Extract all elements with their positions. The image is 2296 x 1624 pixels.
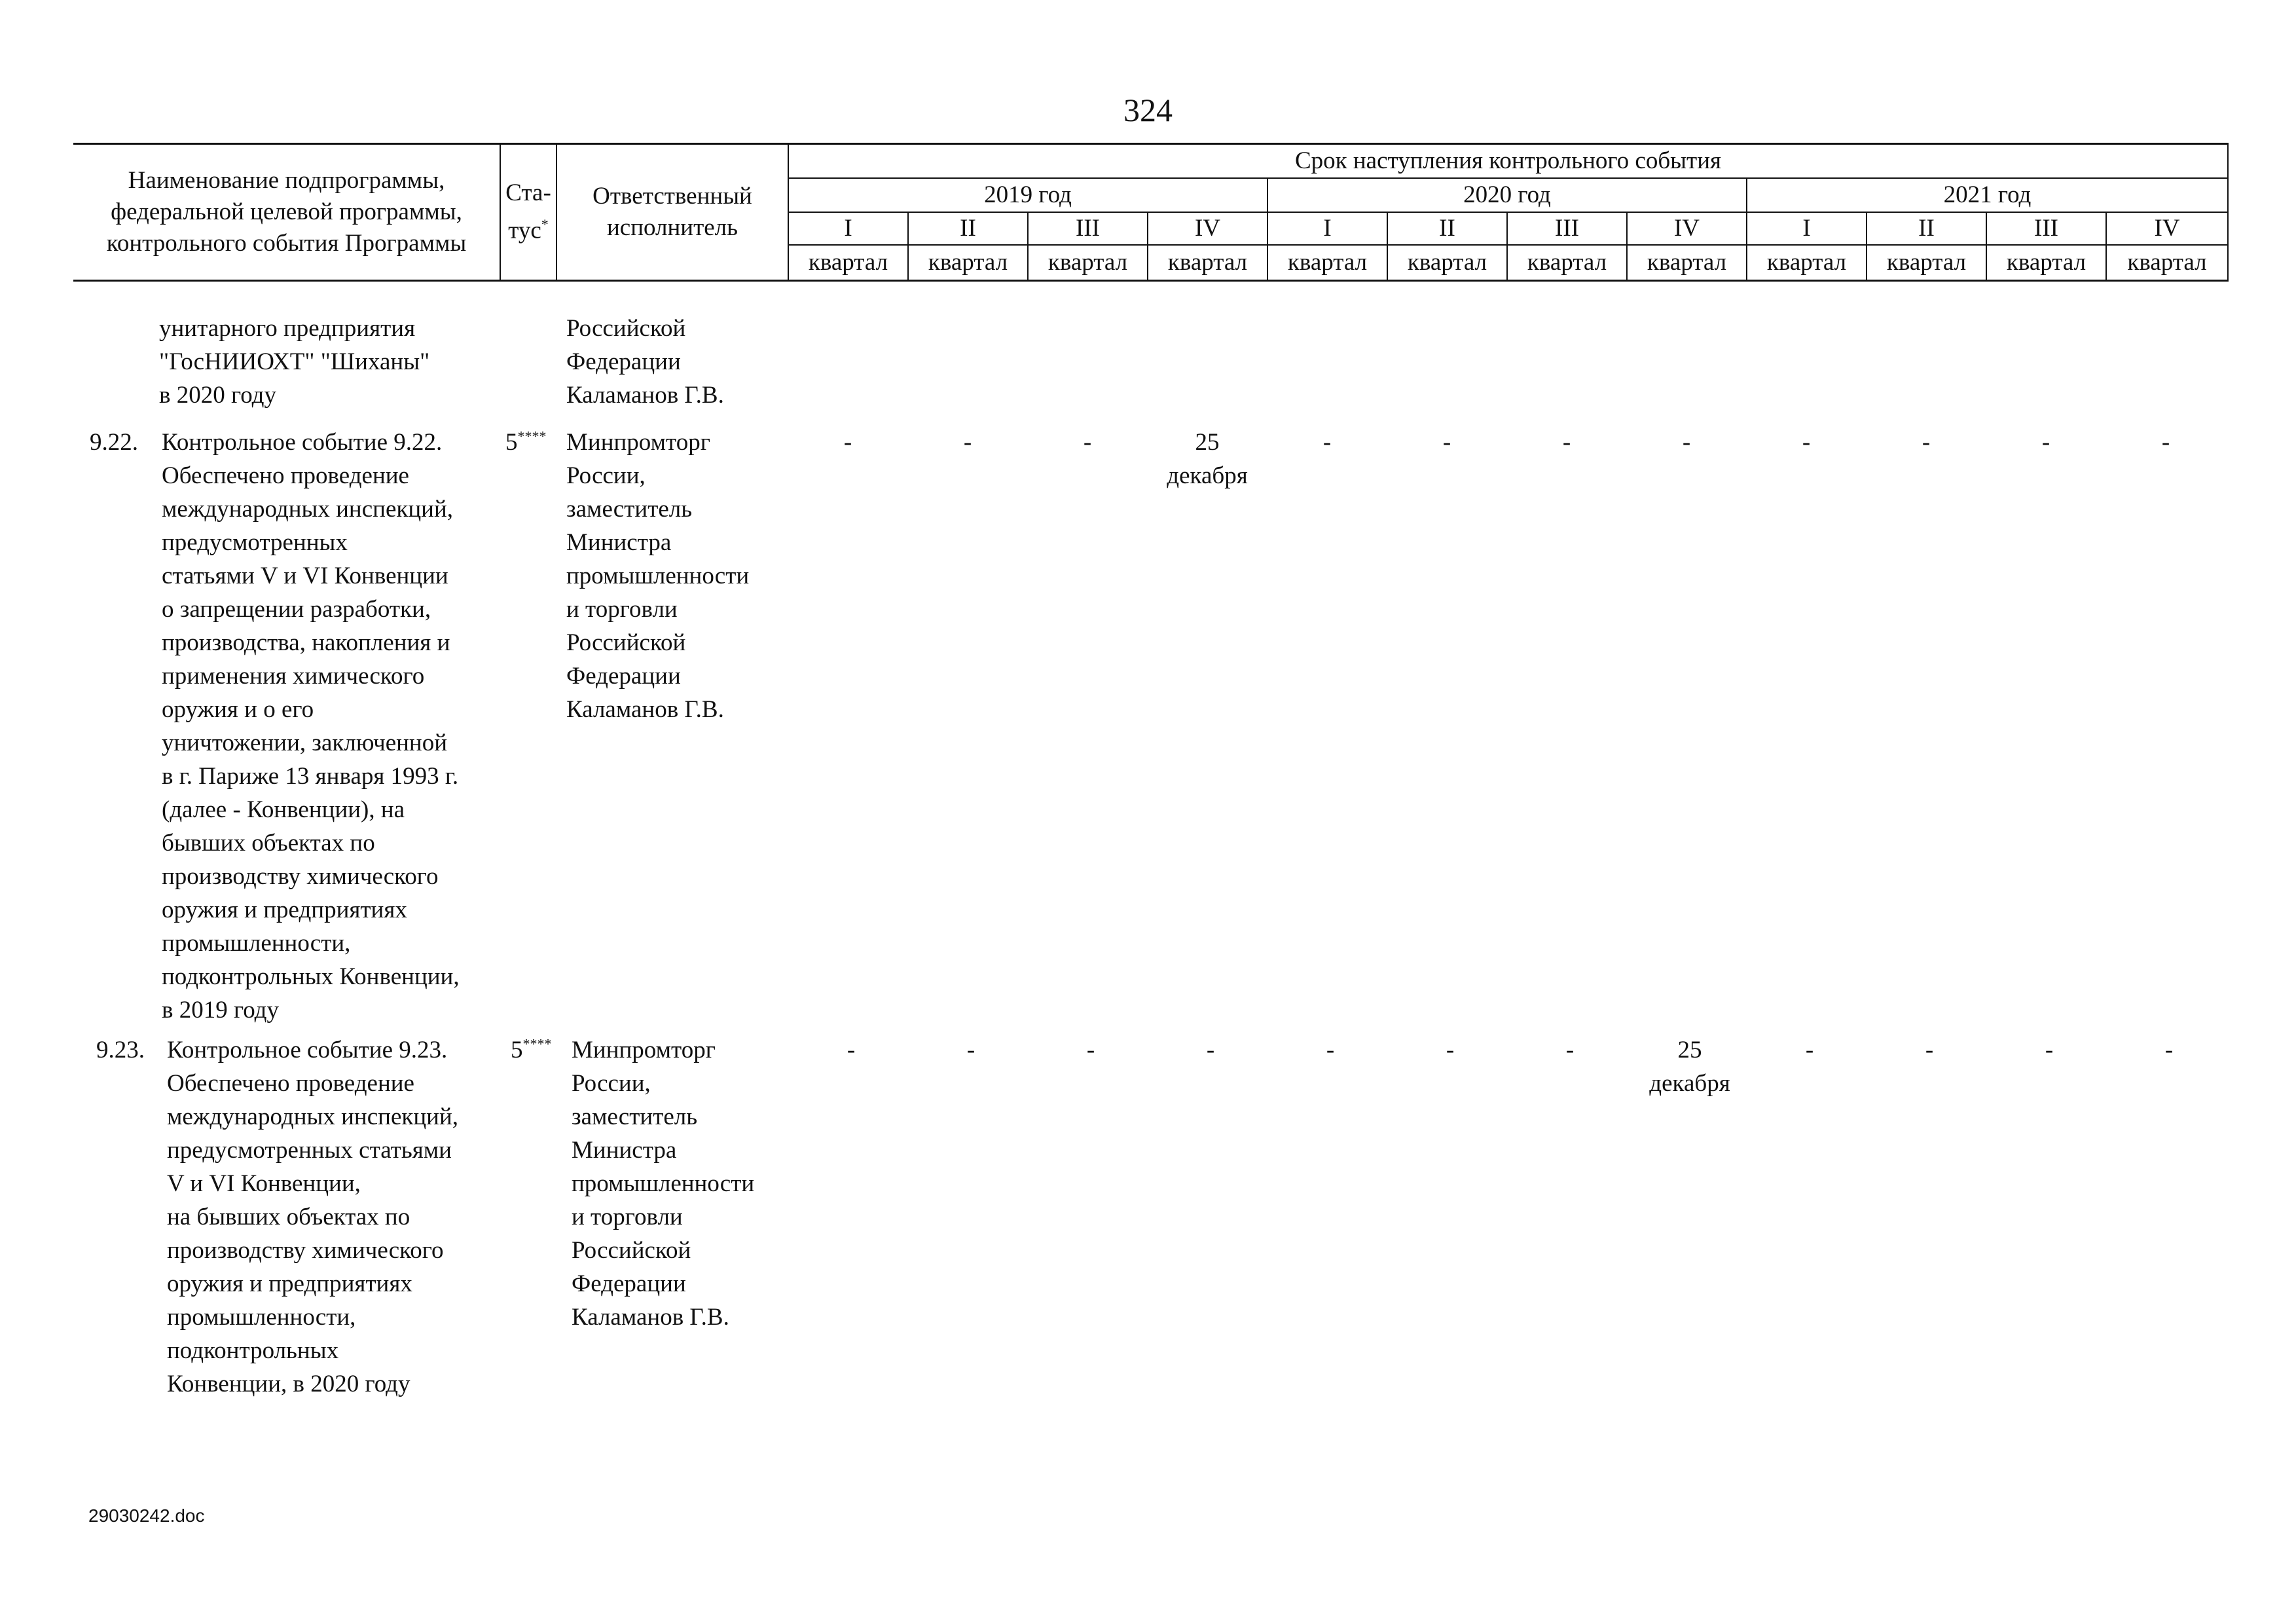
header-quarter-word: квартал <box>788 245 908 281</box>
header-executor-col: Ответственный исполнитель <box>556 144 788 281</box>
quarter-cell: - <box>1442 429 1451 456</box>
quarter-cell: - <box>2164 1037 2174 1063</box>
header-quarter-numeral: IV <box>2106 212 2228 245</box>
header-quarter-word: квартал <box>1148 245 1267 281</box>
header-quarter-numeral: IV <box>1627 212 1747 245</box>
header-quarter-word: квартал <box>1627 245 1747 281</box>
header-quarter-word: квартал <box>1028 245 1148 281</box>
header-quarter-word: квартал <box>2106 245 2228 281</box>
header-quarter-numeral: I <box>788 212 908 245</box>
quarter-cell: - <box>2041 429 2050 456</box>
header-quarter-numeral: III <box>1028 212 1148 245</box>
header-quarter-word: квартал <box>1867 245 1986 281</box>
header-quarter-word: квартал <box>1986 245 2106 281</box>
header-quarter-word: квартал <box>1267 245 1387 281</box>
header-quarter-numeral: IV <box>1148 212 1267 245</box>
quarter-cell: 25 декабря <box>1167 429 1248 489</box>
quarter-cell: - <box>1565 1037 1575 1063</box>
quarter-cell: - <box>966 1037 975 1063</box>
event-status: 5**** <box>505 428 547 456</box>
header-name-col: Наименование подпрограммы, федеральной целевой программы, контрольного события Программы <box>73 144 500 281</box>
header-year-2019: 2019 год <box>788 178 1267 212</box>
header-quarter-word: квартал <box>1387 245 1507 281</box>
quarter-cell: - <box>1326 1037 1335 1063</box>
continued-name: унитарного предприятия "ГосНИИОХТ" "Шиханы" в 2020 году <box>159 315 430 409</box>
event-status: 5**** <box>511 1035 552 1063</box>
quarter-cell: - <box>1802 429 1811 456</box>
event-number: 9.23. <box>96 1037 145 1063</box>
header-quarter-numeral: I <box>1267 212 1387 245</box>
event-number: 9.22. <box>90 429 138 456</box>
header-year-2020: 2020 год <box>1267 178 1747 212</box>
quarter-cell: - <box>1562 429 1571 456</box>
event-executor: Минпромторг России, заместитель Министра промышленности и торговли Российской Федерации Каламанов Г.В. <box>572 1037 755 1331</box>
quarter-cell: - <box>2045 1037 2054 1063</box>
quarter-cell: - <box>847 1037 856 1063</box>
quarter-cell: - <box>963 429 972 456</box>
quarter-cell: - <box>1322 429 1332 456</box>
schedule-table-header <box>73 143 2229 282</box>
quarter-cell: - <box>1083 429 1092 456</box>
header-quarter-word: квартал <box>908 245 1028 281</box>
quarter-cell: - <box>843 429 852 456</box>
header-quarter-numeral: III <box>1507 212 1627 245</box>
header-year-2021: 2021 год <box>1747 178 2228 212</box>
document-filename: 29030242.doc <box>88 1505 205 1526</box>
header-quarter-word: квартал <box>1507 245 1627 281</box>
quarter-cell: - <box>2161 429 2170 456</box>
quarter-cell: - <box>1805 1037 1814 1063</box>
quarter-cell: - <box>1682 429 1691 456</box>
quarter-cell: - <box>1206 1037 1215 1063</box>
header-quarter-numeral: III <box>1986 212 2106 245</box>
quarter-cell: - <box>1086 1037 1095 1063</box>
header-quarter-word: квартал <box>1747 245 1867 281</box>
header-status-col: Ста-тус* <box>500 144 556 281</box>
header-quarter-numeral: II <box>1867 212 1986 245</box>
continued-executor: Российской Федерации Каламанов Г.В. <box>566 315 724 409</box>
event-name: Контрольное событие 9.23. Обеспечено проведение международных инспекций, предусмотренных статьями V и VI Конвенции, на бывших объектах по производству химического оружия и предприятиях промышленности, подконтрольных Конвенции, в 2020 году <box>167 1037 458 1397</box>
header-deadline-group: Срок наступления контрольного события <box>788 144 2228 179</box>
quarter-cell: - <box>1922 429 1931 456</box>
quarter-cell: - <box>1925 1037 1934 1063</box>
event-executor: Минпромторг России, заместитель Министра промышленности и торговли Российской Федерации Каламанов Г.В. <box>566 429 750 723</box>
header-quarter-numeral: II <box>908 212 1028 245</box>
event-name: Контрольное событие 9.22. Обеспечено проведение международных инспекций, предусмотренных статьями V и VI Конвенции о запрещении разработки, производства, накопления и применения химического оружия и о его уничтожении, заключенной в г. Париже 13 января 1993 г. (далее - Конвенции), на бывших объектах по производству химического оружия и предприятиях промышленности, подконтрольных Конвенции, в 2019 году <box>162 429 460 1024</box>
page-number: 324 <box>1123 92 1173 128</box>
quarter-cell: - <box>1446 1037 1455 1063</box>
header-quarter-numeral: II <box>1387 212 1507 245</box>
header-quarter-numeral: I <box>1747 212 1867 245</box>
quarter-cell: 25 декабря <box>1649 1037 1730 1097</box>
